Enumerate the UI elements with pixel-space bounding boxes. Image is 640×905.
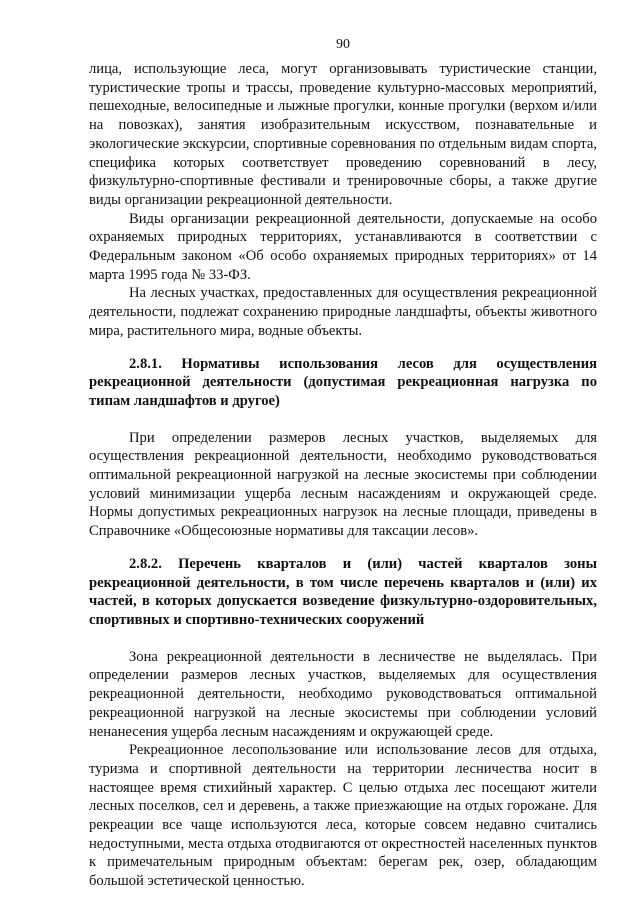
document-page <box>89 36 597 891</box>
page-number: 90 <box>336 37 350 52</box>
section-2-8-2-paragraph-2: Рекреационное лесопользование или использование лесов для отдыха, туризма и спортивной деятельности на территории лесничества носит в настоящее время стихийный характер. С целью отдыха лес посещают жители лесных поселков, сел и деревень, а также приезжающие на отдых горожане. Для рекреации все чаще используются леса, которые совсем недавно считались недоступными, места отдыха отодвигаются от окрестностей населенных пунктов к примечательным природным объектам: берегам рек, озер, обладающим большой эстетической ценностью. <box>89 742 597 890</box>
intro-paragraph-1: лица, использующие леса, могут организовывать туристические станции, туристические тропы и трассы, проведение культурно-массовых мероприятий, пешеходные, велосипедные и лыжные прогулки, конные прогулки (верхом и/или на повозках), занятия изобразительным искусством, познавательные и экологические экскурсии, спортивные соревнования по отдельным видам спорта, специфика которых соответствует проведению соревнований в лесу, физкультурно-спортивные фестивали и тренировочные сборы, а также другие виды организации рекреационной деятельности. <box>89 61 597 208</box>
section-2-8-1-paragraph: При определении размеров лесных участков, выделяемых для осуществления рекреационной деятельности, необходимо руководствоваться оптимальной рекреационной нагрузкой на лесные экосистемы при соблюдении условий минимизации ущерба лесным насаждениям и окружающей среде. Нормы допустимых рекреационных нагрузок на лесные площади, приведены в Справочнике «Общесоюзные нормативы для таксации лесов». <box>89 429 597 540</box>
spacer <box>89 630 597 648</box>
spacer <box>89 341 597 355</box>
spacer <box>89 411 597 429</box>
spacer <box>89 541 597 555</box>
section-2-8-1-heading: 2.8.1. Нормативы использования лесов для осуществления рекреационной деятельности (допустимая рекреационная нагрузка по типам ландшафтов и другое) <box>89 355 597 409</box>
section-2-8-2-paragraph-1: Зона рекреационной деятельности в лесничестве не выделялась. При определении размеров лесных участков, выделяемых для осуществления рекреационной деятельности, необходимо руководствоваться оптимальной рекреационной нагрузкой на лесные экосистемы при соблюдении условий ненанесения ущерба лесным насаждениям и окружающей среде. <box>89 648 597 740</box>
section-2-8-2-heading: 2.8.2. Перечень кварталов и (или) частей кварталов зоны рекреационной деятельности, в том числе перечень кварталов и (или) их частей, в которых допускается возведение физкультурно-оздоровительных, спортивных и спортивно-технических сооружений <box>89 555 597 628</box>
intro-paragraph-2: Виды организации рекреационной деятельности, допускаемые на особо охраняемых природных территориях, устанавливаются в соответствии с Федеральным законом «Об особо охраняемых природных территориях» от 14 марта 1995 года № 33-ФЗ. <box>89 210 597 283</box>
intro-paragraph-3: На лесных участках, предоставленных для осуществления рекреационной деятельности, подлежат сохранению природные ландшафты, объекты животного мира, растительного мира, водные объекты. <box>89 285 597 339</box>
